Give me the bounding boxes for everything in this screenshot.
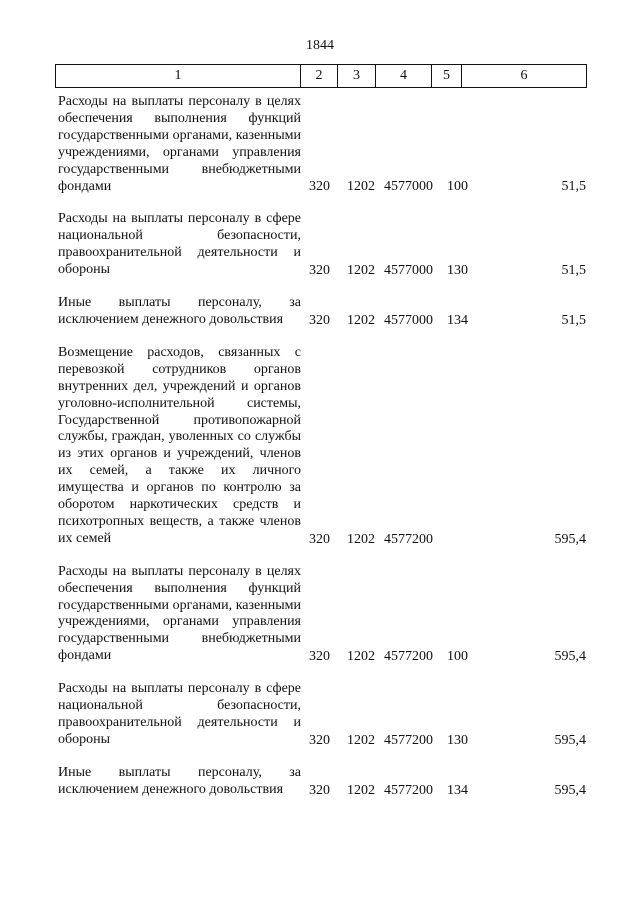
row-description: Расходы на выплаты персоналу в целях обеспечения выполнения функций государственными органами, казенными учреждениями, органами управления государственными внебюджетными фондами bbox=[58, 563, 301, 664]
row-col-4: 4577200 bbox=[384, 782, 433, 798]
row-col-4: 4577200 bbox=[384, 732, 433, 748]
row-col-2: 320 bbox=[309, 312, 330, 328]
column-header-6: 6 bbox=[462, 65, 587, 88]
row-col-2: 320 bbox=[309, 531, 330, 547]
row-codes bbox=[58, 648, 586, 665]
row-col-4: 4577000 bbox=[384, 263, 433, 279]
row-description: Иные выплаты персоналу, за исключением денежного довольствия bbox=[58, 764, 301, 797]
table-body bbox=[58, 94, 586, 799]
row-col-6: 595,4 bbox=[554, 649, 586, 665]
row-codes bbox=[58, 312, 586, 329]
row-col-3: 1202 bbox=[347, 531, 375, 547]
row-description: Расходы на выплаты персоналу в сфере национальной безопасности, правоохранительной деятельности и обороны bbox=[58, 211, 301, 278]
column-header-table bbox=[55, 64, 587, 88]
row-col-2: 320 bbox=[309, 649, 330, 665]
row-col-6: 51,5 bbox=[561, 263, 586, 279]
row-col-5: 100 bbox=[447, 649, 468, 665]
table-row bbox=[58, 94, 586, 195]
row-description: Расходы на выплаты персоналу в сфере национальной безопасности, правоохранительной деятельности и обороны bbox=[58, 681, 301, 747]
table-row bbox=[58, 765, 586, 799]
column-header-row bbox=[56, 65, 587, 88]
row-col-3: 1202 bbox=[347, 649, 375, 665]
row-col-6: 51,5 bbox=[561, 179, 586, 195]
column-header-3: 3 bbox=[338, 65, 376, 88]
row-codes bbox=[58, 782, 586, 799]
row-col-4: 4577000 bbox=[384, 312, 433, 328]
row-col-6: 51,5 bbox=[561, 312, 586, 328]
table-row bbox=[58, 345, 586, 548]
page-number: 1844 bbox=[306, 38, 334, 53]
row-col-2: 320 bbox=[309, 263, 330, 279]
row-col-6: 595,4 bbox=[554, 531, 586, 547]
row-col-5: 130 bbox=[447, 263, 468, 279]
row-col-3: 1202 bbox=[347, 263, 375, 279]
column-header-2: 2 bbox=[301, 65, 338, 88]
row-col-3: 1202 bbox=[347, 179, 375, 195]
row-col-5: 134 bbox=[447, 782, 468, 798]
table-row bbox=[58, 681, 586, 749]
row-col-5: 130 bbox=[447, 732, 468, 748]
row-codes bbox=[58, 178, 586, 195]
row-col-3: 1202 bbox=[347, 312, 375, 328]
row-col-5: 100 bbox=[447, 179, 468, 195]
table-row bbox=[58, 211, 586, 279]
row-codes bbox=[58, 262, 586, 279]
row-col-5: 134 bbox=[447, 312, 468, 328]
row-description: Расходы на выплаты персоналу в целях обеспечения выполнения функций государственными органами, казенными учреждениями, органами управления государственными внебюджетными фондами bbox=[58, 94, 301, 194]
row-description: Иные выплаты персоналу, за исключением денежного довольствия bbox=[58, 295, 301, 327]
row-col-2: 320 bbox=[309, 782, 330, 798]
row-col-6: 595,4 bbox=[554, 732, 586, 748]
row-col-4: 4577200 bbox=[384, 531, 433, 547]
column-header-5: 5 bbox=[432, 65, 462, 88]
row-col-6: 595,4 bbox=[554, 782, 586, 798]
column-header-4: 4 bbox=[376, 65, 432, 88]
row-col-2: 320 bbox=[309, 732, 330, 748]
row-description: Возмещение расходов, связанных с перевозкой сотрудников органов внутренних дел, учреждений и органов уголовно-исполнительной системы, Государственной противопожарной службы, граждан, уволенных со службы из этих органов и учреждений, членов их семей, а также их личного имущества и органов по контролю за оборотом наркотических средств и психотропных веществ, а также членов их семей bbox=[58, 344, 301, 546]
row-col-3: 1202 bbox=[347, 732, 375, 748]
column-header-1: 1 bbox=[56, 65, 301, 88]
row-col-2: 320 bbox=[309, 179, 330, 195]
row-codes bbox=[58, 531, 586, 548]
row-col-4: 4577200 bbox=[384, 649, 433, 665]
row-codes bbox=[58, 732, 586, 749]
row-col-4: 4577000 bbox=[384, 179, 433, 195]
row-col-3: 1202 bbox=[347, 782, 375, 798]
table-row bbox=[58, 295, 586, 329]
table-row bbox=[58, 564, 586, 665]
